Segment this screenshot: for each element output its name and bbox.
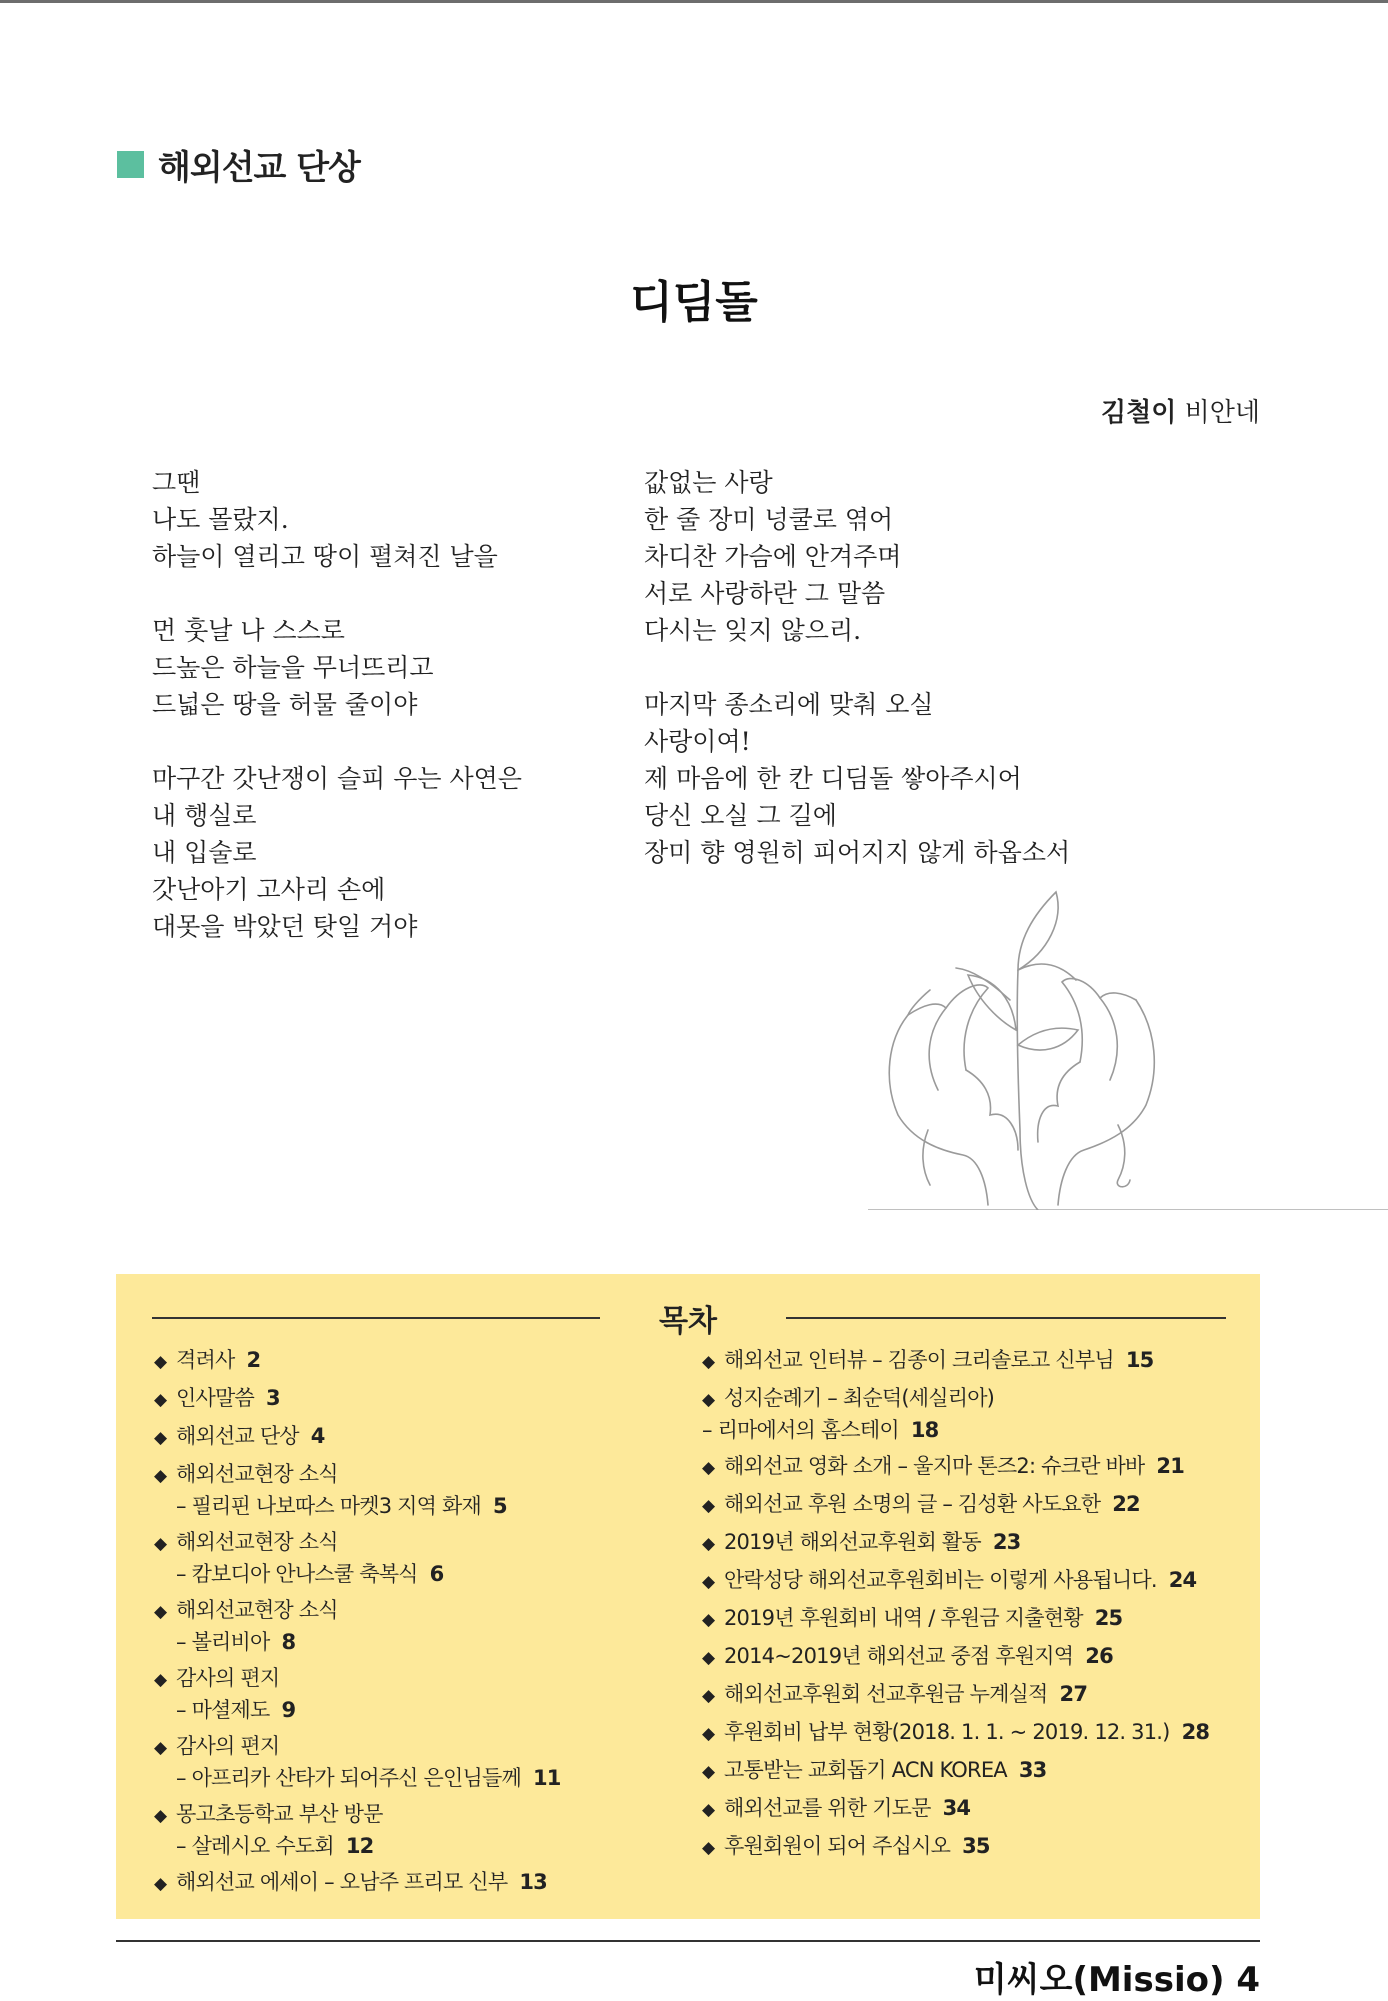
toc-page-number: 3 bbox=[265, 1386, 280, 1410]
poem-line: 하늘이 열리고 땅이 펼쳐진 날을 bbox=[152, 542, 498, 571]
toc-item bbox=[154, 1420, 561, 1455]
toc-row bbox=[702, 1716, 1209, 1751]
toc-row bbox=[702, 1602, 1209, 1637]
toc-row bbox=[702, 1488, 1209, 1523]
toc-entry-title: 해외선교현장 소식 bbox=[176, 1530, 338, 1554]
toc-page-number: 9 bbox=[281, 1698, 296, 1722]
poem-line: 먼 훗날 나 스스로 bbox=[152, 616, 345, 645]
toc-row bbox=[702, 1640, 1209, 1675]
diamond-bullet-icon: ◆ bbox=[702, 1800, 715, 1820]
toc-page-number: 27 bbox=[1059, 1682, 1088, 1706]
diamond-bullet-icon: ◆ bbox=[702, 1724, 715, 1744]
toc-item bbox=[702, 1344, 1209, 1379]
diamond-bullet-icon: ◆ bbox=[702, 1458, 715, 1478]
poem-stanza bbox=[152, 464, 522, 575]
toc-entry-title: 격려사 bbox=[176, 1348, 235, 1372]
toc-page-number: 18 bbox=[910, 1418, 939, 1442]
toc-entry-title: 인사말씀 bbox=[176, 1386, 254, 1410]
toc-item bbox=[702, 1792, 1209, 1827]
poem-title: 디딤돌 bbox=[630, 277, 758, 328]
toc-entry-title: 2014~2019년 해외선교 중점 후원지역 bbox=[724, 1644, 1074, 1668]
toc-entry-title: 감사의 편지 bbox=[176, 1666, 280, 1690]
toc-row bbox=[702, 1754, 1209, 1789]
toc-entry-title: 해외선교를 위한 기도문 bbox=[724, 1796, 931, 1820]
toc-item bbox=[702, 1640, 1209, 1675]
toc-page-number: 24 bbox=[1168, 1568, 1197, 1592]
toc-row bbox=[154, 1382, 561, 1417]
toc-entry-title: 해외선교 에세이 – 오남주 프리모 신부 bbox=[176, 1870, 508, 1894]
diamond-bullet-icon: ◆ bbox=[154, 1874, 167, 1894]
toc-subtitle-row bbox=[154, 1830, 561, 1863]
toc-item bbox=[154, 1526, 561, 1591]
poem-stanza bbox=[152, 612, 522, 723]
diamond-bullet-icon: ◆ bbox=[154, 1390, 167, 1410]
toc-entry-title: 해외선교 영화 소개 – 울지마 톤즈2: 슈크란 바바 bbox=[724, 1454, 1145, 1478]
toc-row bbox=[702, 1450, 1209, 1485]
toc-row bbox=[702, 1344, 1209, 1379]
toc-page-number: 34 bbox=[942, 1796, 971, 1820]
poem-line: 내 행실로 bbox=[152, 801, 257, 830]
toc-page-number: 33 bbox=[1018, 1758, 1047, 1782]
poem-stanza bbox=[644, 686, 1070, 871]
poem-line: 다시는 잊지 않으리. bbox=[644, 616, 862, 645]
toc-subtitle-row bbox=[154, 1626, 561, 1659]
toc-entry-title: 2019년 후원회비 내역 / 후원금 지출현황 bbox=[724, 1606, 1083, 1630]
toc-entry-title: 몽고초등학교 부산 방문 bbox=[176, 1802, 383, 1826]
seedling-in-hands-illustration bbox=[868, 880, 1388, 1210]
diamond-bullet-icon: ◆ bbox=[702, 1648, 715, 1668]
toc-entry-subtitle: – 아프리카 산타가 되어주신 은인님들께 bbox=[176, 1766, 521, 1790]
toc-title: 목차 bbox=[659, 1304, 717, 1339]
toc-subtitle-row bbox=[702, 1414, 1209, 1447]
diamond-bullet-icon: ◆ bbox=[702, 1496, 715, 1516]
toc-page-number: 28 bbox=[1181, 1720, 1210, 1744]
toc-entry-title: 감사의 편지 bbox=[176, 1734, 280, 1758]
toc-page-number: 26 bbox=[1085, 1644, 1113, 1668]
toc-row bbox=[154, 1866, 561, 1901]
toc-entry-title: 해외선교현장 소식 bbox=[176, 1462, 338, 1486]
toc-item bbox=[154, 1344, 561, 1379]
toc-item bbox=[702, 1526, 1209, 1561]
toc-row bbox=[702, 1526, 1209, 1561]
toc-entry-title: 해외선교 후원 소명의 글 – 김성환 사도요한 bbox=[724, 1492, 1101, 1516]
diamond-bullet-icon: ◆ bbox=[154, 1670, 167, 1690]
toc-row bbox=[154, 1458, 561, 1493]
author-suffix: 비안네 bbox=[1176, 398, 1260, 428]
toc-entry-title: 성지순례기 – 최순덕(세실리아) bbox=[724, 1386, 995, 1410]
toc-item bbox=[702, 1602, 1209, 1637]
toc-subtitle-row bbox=[154, 1490, 561, 1523]
poem-line: 그땐 bbox=[152, 468, 201, 497]
toc-left-column bbox=[154, 1344, 561, 1904]
toc-subtitle-row bbox=[154, 1558, 561, 1591]
diamond-bullet-icon: ◆ bbox=[702, 1686, 715, 1706]
toc-page-number: 8 bbox=[281, 1630, 296, 1654]
toc-entry-subtitle: – 리마에서의 홈스테이 bbox=[702, 1418, 899, 1442]
toc-page-number: 35 bbox=[962, 1834, 990, 1858]
toc-row bbox=[154, 1662, 561, 1697]
poem-right-column bbox=[644, 464, 1070, 908]
toc-item bbox=[702, 1564, 1209, 1599]
toc-item bbox=[702, 1382, 1209, 1447]
toc-entry-title: 해외선교 인터뷰 – 김종이 크리솔로고 신부님 bbox=[724, 1348, 1114, 1372]
toc-subtitle-row bbox=[154, 1762, 561, 1795]
poem-line: 사랑이여! bbox=[644, 727, 751, 756]
poem-stanza bbox=[152, 760, 522, 945]
section-title: 해외선교 단상 bbox=[158, 148, 360, 188]
poem-line: 마구간 갓난쟁이 슬피 우는 사연은 bbox=[152, 764, 522, 793]
poem-line: 장미 향 영원히 피어지지 않게 하옵소서 bbox=[644, 838, 1071, 867]
toc-row bbox=[702, 1678, 1209, 1713]
poem-left-column bbox=[152, 464, 522, 982]
toc-row bbox=[154, 1526, 561, 1561]
toc-item bbox=[702, 1754, 1209, 1789]
toc-item bbox=[702, 1830, 1209, 1865]
toc-row bbox=[154, 1594, 561, 1629]
toc-right-column bbox=[702, 1344, 1209, 1868]
poem-line: 드넓은 땅을 허물 줄이야 bbox=[152, 690, 418, 719]
toc-rule-right bbox=[786, 1317, 1226, 1319]
toc-row bbox=[702, 1564, 1209, 1599]
poem-stanza bbox=[644, 464, 1070, 649]
poem-line: 차디찬 가슴에 안겨주며 bbox=[644, 542, 902, 571]
diamond-bullet-icon: ◆ bbox=[154, 1352, 167, 1372]
toc-page-number: 13 bbox=[519, 1870, 547, 1894]
diamond-bullet-icon: ◆ bbox=[702, 1390, 715, 1410]
poem-line: 내 입술로 bbox=[152, 838, 257, 867]
toc-row bbox=[702, 1382, 1209, 1417]
toc-entry-title: 고통받는 교회돕기 ACN KOREA bbox=[724, 1758, 1007, 1782]
toc-item bbox=[154, 1798, 561, 1863]
toc-entry-subtitle: – 캄보디아 안나스쿨 축복식 bbox=[176, 1562, 418, 1586]
toc-page-number: 12 bbox=[345, 1834, 374, 1858]
poem-line: 드높은 하늘을 무너뜨리고 bbox=[152, 653, 434, 682]
top-rule bbox=[0, 0, 1388, 3]
toc-row bbox=[154, 1420, 561, 1455]
toc-entry-title: 해외선교 단상 bbox=[176, 1424, 299, 1448]
diamond-bullet-icon: ◆ bbox=[154, 1428, 167, 1448]
toc-item bbox=[154, 1662, 561, 1727]
toc-entry-title: 2019년 해외선교후원회 활동 bbox=[724, 1530, 981, 1554]
poem-line: 대못을 박았던 탓일 거야 bbox=[152, 912, 418, 941]
toc-entry-subtitle: – 필리핀 나보따스 마켓3 지역 화재 bbox=[176, 1494, 481, 1518]
diamond-bullet-icon: ◆ bbox=[154, 1806, 167, 1826]
diamond-bullet-icon: ◆ bbox=[702, 1352, 715, 1372]
page-footer: 미씨오(Missio) 4 bbox=[973, 1960, 1260, 2000]
poem-line: 갓난아기 고사리 손에 bbox=[152, 875, 386, 904]
toc-item bbox=[702, 1488, 1209, 1523]
toc-item bbox=[154, 1458, 561, 1523]
diamond-bullet-icon: ◆ bbox=[702, 1838, 715, 1858]
toc-entry-subtitle: – 마셜제도 bbox=[176, 1698, 270, 1722]
toc-entry-title: 후원회비 납부 현황(2018. 1. 1. ~ 2019. 12. 31.) bbox=[724, 1720, 1170, 1744]
toc-page-number: 21 bbox=[1156, 1454, 1185, 1478]
toc-item bbox=[154, 1594, 561, 1659]
poem-line: 제 마음에 한 칸 디딤돌 쌓아주시어 bbox=[644, 764, 1022, 793]
toc-subtitle-row bbox=[154, 1694, 561, 1727]
toc-entry-title: 해외선교현장 소식 bbox=[176, 1598, 338, 1622]
toc-page-number: 23 bbox=[992, 1530, 1021, 1554]
toc-row bbox=[702, 1830, 1209, 1865]
toc-page-number: 25 bbox=[1094, 1606, 1123, 1630]
toc-page-number: 2 bbox=[246, 1348, 261, 1372]
toc-page-number: 6 bbox=[429, 1562, 444, 1586]
diamond-bullet-icon: ◆ bbox=[154, 1466, 167, 1486]
toc-entry-title: 안락성당 해외선교후원회비는 이렇게 사용됩니다. bbox=[724, 1568, 1157, 1592]
toc-item bbox=[154, 1730, 561, 1795]
poem-line: 서로 사랑하란 그 말씀 bbox=[644, 579, 886, 608]
section-square-icon bbox=[117, 151, 144, 178]
poem-line: 마지막 종소리에 맞춰 오실 bbox=[644, 690, 934, 719]
toc-row bbox=[702, 1792, 1209, 1827]
toc-page-number: 4 bbox=[310, 1424, 325, 1448]
toc-page-number: 11 bbox=[532, 1766, 561, 1790]
poem-line: 당신 오실 그 길에 bbox=[644, 801, 837, 830]
toc-item bbox=[154, 1866, 561, 1901]
toc-page-number: 22 bbox=[1112, 1492, 1140, 1516]
toc-item bbox=[702, 1716, 1209, 1751]
toc-page-number: 5 bbox=[492, 1494, 507, 1518]
toc-entry-subtitle: – 볼리비아 bbox=[176, 1630, 270, 1654]
section-header bbox=[117, 140, 360, 189]
toc-item bbox=[154, 1382, 561, 1417]
diamond-bullet-icon: ◆ bbox=[154, 1602, 167, 1622]
toc-row bbox=[154, 1730, 561, 1765]
toc-page-number: 15 bbox=[1125, 1348, 1154, 1372]
toc-box bbox=[116, 1274, 1260, 1919]
poem-line: 한 줄 장미 넝쿨로 엮어 bbox=[644, 505, 894, 534]
toc-row bbox=[154, 1798, 561, 1833]
diamond-bullet-icon: ◆ bbox=[702, 1762, 715, 1782]
diamond-bullet-icon: ◆ bbox=[702, 1534, 715, 1554]
poem-line: 값없는 사랑 bbox=[644, 468, 773, 497]
bottom-rule bbox=[116, 1940, 1260, 1942]
author-name: 김철이 bbox=[1101, 398, 1177, 428]
poem-author bbox=[1101, 392, 1260, 429]
diamond-bullet-icon: ◆ bbox=[154, 1534, 167, 1554]
toc-entry-subtitle: – 살레시오 수도회 bbox=[176, 1834, 334, 1858]
toc-item bbox=[702, 1678, 1209, 1713]
toc-row bbox=[154, 1344, 561, 1379]
diamond-bullet-icon: ◆ bbox=[154, 1738, 167, 1758]
toc-entry-title: 후원회원이 되어 주십시오 bbox=[724, 1834, 951, 1858]
diamond-bullet-icon: ◆ bbox=[702, 1572, 715, 1592]
toc-item bbox=[702, 1450, 1209, 1485]
toc-entry-title: 해외선교후원회 선교후원금 누계실적 bbox=[724, 1682, 1048, 1706]
diamond-bullet-icon: ◆ bbox=[702, 1610, 715, 1630]
poem-line: 나도 몰랐지. bbox=[152, 505, 289, 534]
